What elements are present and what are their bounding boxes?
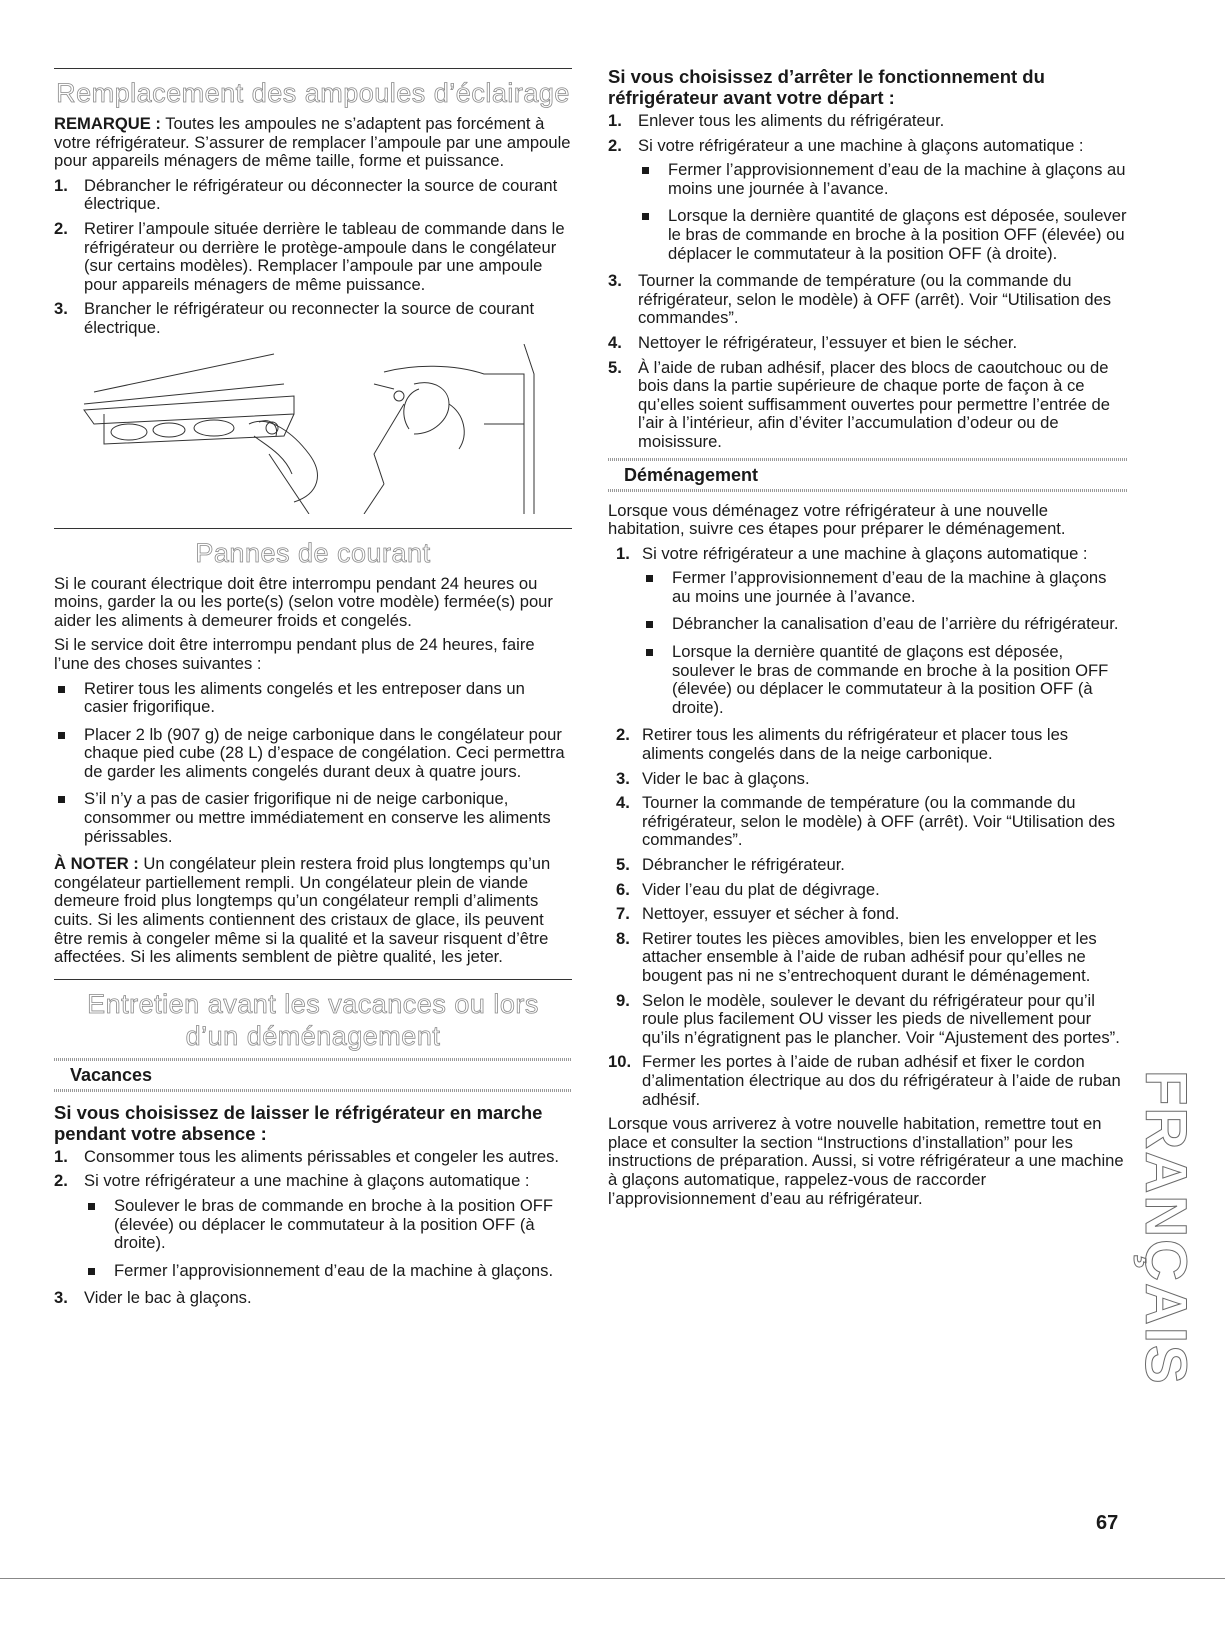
step-text: Débrancher le réfrigérateur.: [642, 855, 845, 874]
step-number: 3.: [608, 271, 622, 291]
list-item: [608, 992, 1128, 1048]
list-item: [608, 930, 1128, 986]
lamp-replacement-illustration: [54, 344, 572, 514]
list-item: [608, 905, 1128, 924]
moving-closing: Lorsque vous arriverez à votre nouvelle habitation, remettre tout en place et consulter la section “Instructions d’installation” pour les instructions de préparation. Aussi, si votre réfrigérateur a une machine à glaçons automatique, rappelez-vous de raccorder l’approvisionnement d’eau au réfrigérateur.: [608, 1114, 1124, 1208]
step-text: Si votre réfrigérateur a une machine à glaçons automatique :: [84, 1171, 530, 1191]
stop-subhead: Si vous choisissez d’arrêter le fonctionnement du réfrigérateur avant votre départ :: [608, 66, 1045, 108]
sub-bullets: [84, 1197, 572, 1280]
list-item: [608, 794, 1128, 850]
vacation-steps: [54, 1148, 572, 1308]
list-item: [608, 334, 1128, 353]
list-item: Fermer l’approvisionnement d’eau de la machine à glaçons au moins une journée à l’avance.: [642, 569, 1128, 606]
step-text: Vider l’eau du plat de dégivrage.: [642, 879, 880, 899]
step-number: 1.: [54, 175, 68, 195]
vacation-subhead: Si vous choisissez de laisser le réfrigérateur en marche pendant votre absence :: [54, 1101, 543, 1144]
power-section-title: Pannes de courant: [195, 537, 431, 568]
note-text: Toutes les ampoules ne s’adaptent pas forcément à votre réfrigérateur. S’assurer de remplacer l’ampoule par une ampoule pour appareils ménagers de même taille, forme et puissance.: [54, 114, 571, 171]
list-item: [608, 272, 1128, 328]
list-item: [608, 770, 1128, 789]
list-item: [608, 545, 1128, 718]
list-item: Lorsque la dernière quantité de glaçons est déposée, soulever le bras de commande en broche à la position OFF (élevée) ou déplacer le commutateur à la position OFF (à droite).: [642, 643, 1128, 717]
step-text: Fermer les portes à l’aide de ruban adhésif et fixer le cordon d’alimentation électrique au dos du réfrigérateur à l’aide de ruban adhésif.: [642, 1052, 1121, 1109]
band-label: Déménagement: [624, 464, 759, 485]
vacation-section-title-line1: Entretien avant les vacances ou lors: [87, 988, 539, 1019]
step-number: 2.: [54, 218, 68, 238]
lamp-note: [54, 115, 572, 171]
bottom-rule: [0, 1578, 1225, 1579]
step-text: Brancher le réfrigérateur ou reconnecter la source de courant électrique.: [84, 299, 535, 337]
list-item: [608, 137, 1128, 264]
list-item: [54, 220, 572, 294]
list-item: Placer 2 lb (907 g) de neige carbonique dans le congélateur pour chaque pied cube (28 L) d’espace de congélation. Ceci permettra de garder les aliments congelés durant deux à quatre jours.: [54, 726, 572, 782]
step-text: Si votre réfrigérateur a une machine à glaçons automatique :: [642, 543, 1088, 563]
list-item: Fermer l’approvisionnement d’eau de la machine à glaçons au moins une journée à l’avance.: [638, 161, 1128, 198]
step-number: 1.: [608, 111, 622, 130]
section-rule: [54, 68, 572, 69]
step-text: Retirer l’ampoule située derrière le tableau de commande dans le réfrigérateur ou derrière le protège-ampoule dans le congélateur (sur certains modèles). Remplacer l’ampoule par une ampoule pour appareils ménagers de même puissance.: [84, 218, 565, 294]
side-tab-label: FRANÇAIS: [1133, 1070, 1198, 1386]
section-rule: [54, 528, 572, 529]
list-item: [608, 881, 1128, 900]
step-number: 1.: [616, 543, 630, 563]
step-text: Nettoyer, essuyer et sécher à fond.: [642, 904, 900, 924]
step-number: 3.: [54, 1288, 68, 1308]
page-number: 67: [1096, 1512, 1119, 1534]
step-number: 10.: [608, 1052, 632, 1072]
vacation-section-title-line2: d’un déménagement: [185, 1020, 441, 1051]
step-number: 1.: [54, 1146, 68, 1166]
note-text: Un congélateur plein restera froid plus longtemps qu’un congélateur partiellement rempli. Un congélateur plein de viande demeure froid plus longtemps qu’un congélateur rempli d’aliments cuits. Si les aliments contiennent des cristaux de glace, ils peuvent être remis à congeler même si la qualité et la saveur risquent d’être affectées. Si les aliments semblent de piètre qualité, les jeter.: [54, 854, 551, 967]
moving-intro: Lorsque vous déménagez votre réfrigérateur à une nouvelle habitation, suivre ces étapes pour préparer le déménagement.: [608, 500, 1066, 539]
language-side-tab: [1133, 1070, 1199, 1640]
left-column: [54, 68, 572, 1314]
step-text: Enlever tous les aliments du réfrigérateur.: [638, 111, 945, 130]
step-number: 8.: [616, 928, 630, 948]
section-rule: [54, 979, 572, 980]
lamp-section-title: Remplacement des ampoules d’éclairage: [56, 78, 570, 108]
list-item: [608, 359, 1128, 452]
step-number: 6.: [616, 879, 630, 899]
list-item: [54, 1148, 572, 1167]
list-item: S’il n’y a pas de casier frigorifique ni de neige carbonique, consommer ou mettre immédiatement en conserve les aliments périssables.: [54, 790, 572, 846]
list-item: [54, 300, 572, 337]
step-number: 9.: [616, 990, 630, 1010]
list-item: [54, 1289, 572, 1308]
note-label: REMARQUE :: [54, 114, 161, 133]
power-paragraph-1: Si le courant électrique doit être interrompu pendant 24 heures ou moins, garder la ou les porte(s) (selon votre modèle) fermée(s) pour aider les aliments à demeurer froids et congelés.: [54, 573, 553, 630]
sub-bullets: [638, 161, 1128, 263]
note-label: À NOTER :: [54, 854, 139, 874]
step-text: Si votre réfrigérateur a une machine à glaçons automatique :: [638, 135, 1084, 155]
step-number: 2.: [616, 725, 630, 745]
lamp-illustrations: [54, 344, 572, 514]
moving-steps: [608, 545, 1128, 1109]
step-text: À l’aide de ruban adhésif, placer des blocs de caoutchouc ou de bois dans la partie supérieure de chaque porte de façon à ce qu’elles soient suffisamment ouvertes pour permettre l’entrée de l’air à l’intérieur, afin d’éviter l’accumulation d’odeur ou de moisissure.: [638, 357, 1110, 451]
list-item: [608, 112, 1128, 131]
step-text: Vider le bac à glaçons.: [84, 1288, 252, 1308]
lamp-steps: [54, 177, 572, 338]
list-item: [54, 177, 572, 214]
step-text: Retirer tous les aliments du réfrigérateur et placer tous les aliments congelés dans de la neige carbonique.: [642, 725, 1069, 764]
list-item: Soulever le bras de commande en broche à la position OFF (élevée) ou déplacer le commutateur à la position OFF (à droite).: [84, 1197, 572, 1253]
step-text: Tourner la commande de température (ou la commande du réfrigérateur, selon le modèle) à OFF (arrêt). Voir “Utilisation des commandes”.: [642, 793, 1116, 850]
step-text: Débrancher le réfrigérateur ou déconnecter la source de courant électrique.: [84, 175, 558, 214]
step-text: Retirer toutes les pièces amovibles, bien les envelopper et les attacher ensemble à l’aide de ruban adhésif pour qu’elles ne bougent pas ni ne s’entrechoquent durant le déménagement.: [642, 928, 1097, 985]
power-bullets: [54, 680, 572, 847]
step-text: Consommer tous les aliments périssables et congeler les autres.: [84, 1146, 559, 1166]
list-item: Retirer tous les aliments congelés et les entreposer dans un casier frigorifique.: [54, 680, 572, 717]
step-text: Selon le modèle, soulever le devant du réfrigérateur pour qu’il roule plus facilement OU visser les pieds de nivellement pour qu’ils n’égratignent pas le plancher. Voir “Ajustement des portes”.: [642, 990, 1120, 1047]
list-item: Fermer l’approvisionnement d’eau de la machine à glaçons.: [84, 1262, 572, 1281]
vacances-band: [54, 1058, 572, 1092]
step-text: Nettoyer le réfrigérateur, l’essuyer et bien le sécher.: [638, 332, 1018, 352]
step-number: 2.: [54, 1171, 68, 1191]
sub-bullets: [642, 569, 1128, 717]
step-text: Vider le bac à glaçons.: [642, 768, 810, 788]
stop-steps: [608, 112, 1128, 452]
step-number: 2.: [608, 135, 622, 155]
list-item: [608, 1053, 1128, 1109]
power-note: [54, 855, 572, 967]
right-column: [608, 62, 1128, 1214]
list-item: [608, 856, 1128, 875]
step-number: 3.: [54, 299, 68, 319]
band-label: Vacances: [70, 1064, 153, 1085]
list-item: [54, 1172, 572, 1280]
step-number: 3.: [616, 768, 630, 788]
list-item: Débrancher la canalisation d’eau de l’arrière du réfrigérateur.: [642, 615, 1128, 634]
step-number: 4.: [608, 332, 622, 352]
step-number: 7.: [616, 904, 630, 924]
list-item: [608, 726, 1128, 763]
demenagement-band: [608, 458, 1128, 492]
list-item: Lorsque la dernière quantité de glaçons est déposée, soulever le bras de commande en broche à la position OFF (élevée) ou déplacer le commutateur à la position OFF (à droite).: [638, 207, 1128, 263]
step-number: 4.: [616, 793, 630, 813]
step-number: 5.: [608, 357, 622, 377]
step-text: Tourner la commande de température (ou la commande du réfrigérateur, selon le modèle) à OFF (arrêt). Voir “Utilisation des commandes”.: [638, 271, 1112, 328]
step-number: 5.: [616, 855, 630, 874]
power-paragraph-2: Si le service doit être interrompu pendant plus de 24 heures, faire l’une des choses suivantes :: [54, 635, 535, 673]
